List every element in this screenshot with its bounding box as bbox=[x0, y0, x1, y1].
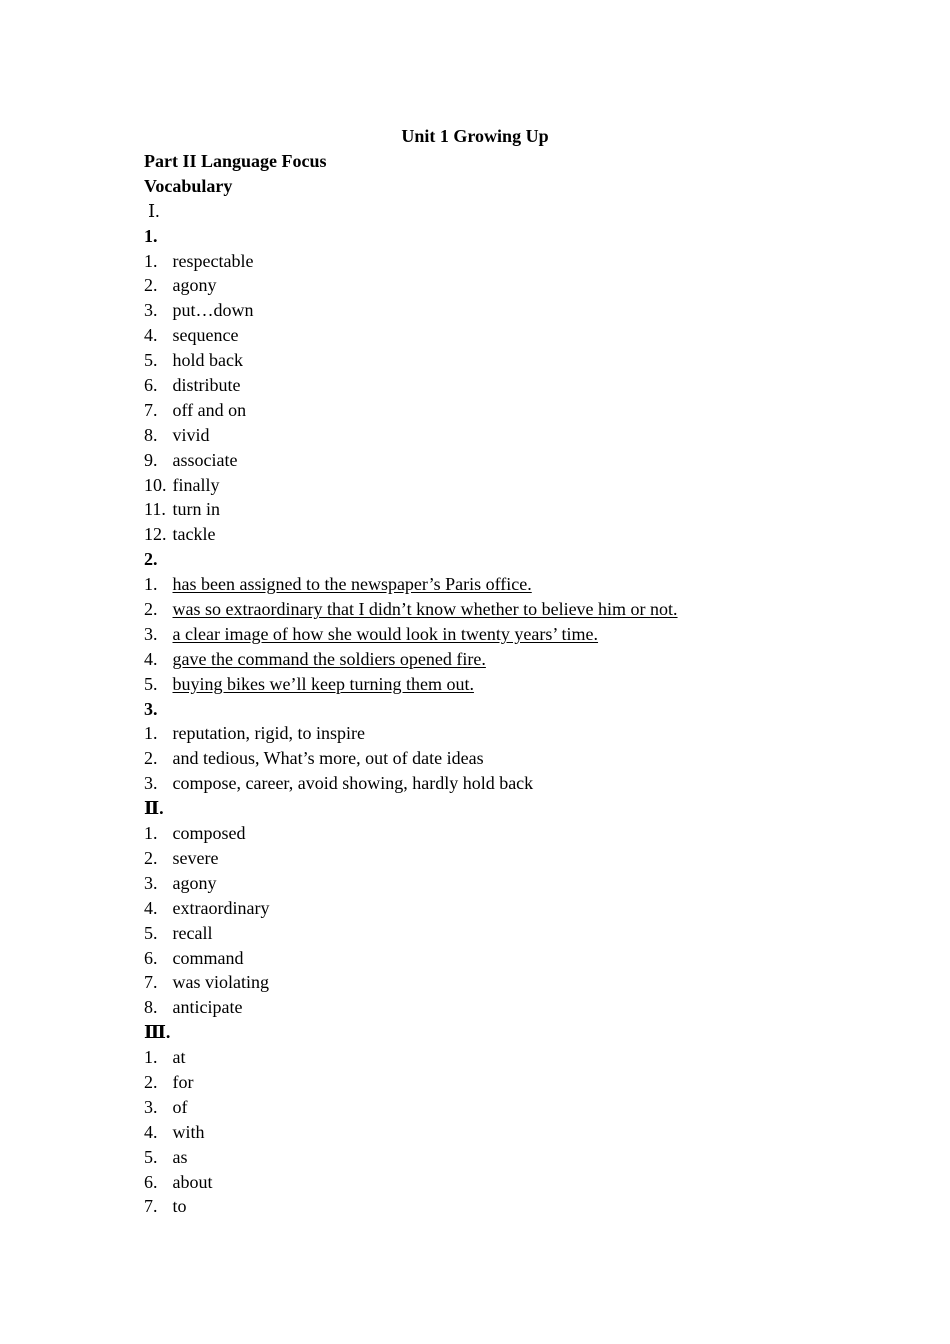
list-item-text: anticipate bbox=[172, 997, 243, 1018]
list-item bbox=[144, 946, 824, 971]
list-item-text: at bbox=[172, 1047, 186, 1068]
list-item bbox=[144, 572, 824, 597]
list-item-number: 7. bbox=[144, 972, 158, 993]
list-item-number: 6. bbox=[144, 947, 158, 968]
list-item-number: 5. bbox=[144, 922, 158, 943]
list-item bbox=[144, 323, 824, 348]
list-item-text: put…down bbox=[172, 300, 254, 321]
list-item-number: 5. bbox=[144, 350, 158, 371]
list-item bbox=[144, 672, 824, 697]
list-item bbox=[144, 622, 824, 647]
list-item-number: 1. bbox=[144, 574, 158, 595]
document-title: Unit 1 Growing Up bbox=[401, 126, 549, 146]
list-item-text: severe bbox=[172, 847, 219, 868]
list-item bbox=[144, 746, 824, 771]
list-item bbox=[144, 1120, 824, 1145]
list-item bbox=[144, 273, 824, 298]
list-item-text: compose, career, avoid showing, hardly hold back bbox=[172, 773, 534, 794]
list-item-text: command bbox=[172, 947, 244, 968]
list-item bbox=[144, 1045, 824, 1070]
group-1-list bbox=[144, 249, 824, 548]
list-item-text: to bbox=[172, 1196, 187, 1217]
list-item-number: 5. bbox=[144, 673, 158, 694]
list-item bbox=[144, 995, 824, 1020]
section-heading: Vocabulary bbox=[144, 175, 233, 196]
list-item-number: 4. bbox=[144, 1121, 158, 1142]
list-item-number: 5. bbox=[144, 1146, 158, 1167]
list-item-text: off and on bbox=[172, 399, 247, 420]
list-item-number: 4. bbox=[144, 897, 158, 918]
list-item bbox=[144, 1095, 824, 1120]
list-item bbox=[144, 473, 824, 498]
list-item-number: 7. bbox=[144, 399, 158, 420]
list-item-text: tackle bbox=[172, 524, 216, 545]
list-item-text: distribute bbox=[172, 375, 241, 396]
list-item-number: 1. bbox=[144, 1047, 158, 1068]
list-item-text: and tedious, What’s more, out of date ideas bbox=[172, 748, 484, 769]
list-item-number: 8. bbox=[144, 424, 158, 445]
list-item-number: 3. bbox=[144, 623, 158, 644]
list-item-text: a clear image of how she would look in twenty years’ time. bbox=[172, 623, 599, 644]
list-item-number: 6. bbox=[144, 1171, 158, 1192]
document-body bbox=[144, 149, 824, 1219]
list-item-text: hold back bbox=[172, 350, 243, 371]
list-item bbox=[144, 647, 824, 672]
list-item bbox=[144, 721, 824, 746]
list-item-text: with bbox=[172, 1121, 205, 1142]
list-item-number: 11. bbox=[144, 499, 166, 520]
list-item-number: 8. bbox=[144, 997, 158, 1018]
list-item bbox=[144, 497, 824, 522]
group-2-heading: 2. bbox=[144, 549, 158, 570]
list-item-number: 1. bbox=[144, 250, 158, 271]
list-item bbox=[144, 448, 824, 473]
group-3-heading: 3. bbox=[144, 698, 158, 719]
list-item bbox=[144, 298, 824, 323]
list-item bbox=[144, 1070, 824, 1095]
list-item-text: vivid bbox=[172, 424, 210, 445]
list-item-number: 9. bbox=[144, 449, 158, 470]
list-item-text: agony bbox=[172, 275, 217, 296]
list-item-number: 6. bbox=[144, 375, 158, 396]
list-item bbox=[144, 398, 824, 423]
list-item bbox=[144, 771, 824, 796]
list-item-number: 10. bbox=[144, 474, 167, 495]
list-item bbox=[144, 1145, 824, 1170]
part-heading: Part II Language Focus bbox=[144, 151, 327, 171]
list-item-number: 2. bbox=[144, 275, 158, 296]
list-item-text: buying bikes we’ll keep turning them out. bbox=[172, 673, 474, 694]
list-item-text: associate bbox=[172, 449, 238, 470]
list-item-text: of bbox=[172, 1096, 188, 1117]
section-3-list bbox=[144, 1045, 824, 1219]
section-2-list bbox=[144, 821, 824, 1020]
list-item-number: 2. bbox=[144, 748, 158, 769]
list-item bbox=[144, 896, 824, 921]
group-1-heading: 1. bbox=[144, 225, 158, 246]
list-item-text: agony bbox=[172, 872, 217, 893]
list-item-text: recall bbox=[172, 922, 213, 943]
list-item-text: for bbox=[172, 1071, 194, 1092]
list-item-text: about bbox=[172, 1171, 213, 1192]
list-item-number: 2. bbox=[144, 599, 158, 620]
list-item bbox=[144, 970, 824, 995]
list-item bbox=[144, 522, 824, 547]
list-item-text: as bbox=[172, 1146, 188, 1167]
list-item-number: 3. bbox=[144, 1096, 158, 1117]
list-item bbox=[144, 821, 824, 846]
list-item-text: composed bbox=[172, 823, 246, 844]
list-item-text: extraordinary bbox=[172, 897, 270, 918]
list-item-text: respectable bbox=[172, 250, 254, 271]
list-item bbox=[144, 423, 824, 448]
list-item-number: 4. bbox=[144, 648, 158, 669]
list-item-text: reputation, rigid, to inspire bbox=[172, 723, 365, 744]
list-item-number: 1. bbox=[144, 723, 158, 744]
list-item-text: was so extraordinary that I didn’t know whether to believe him or not. bbox=[172, 599, 678, 620]
list-item-number: 4. bbox=[144, 325, 158, 346]
group-3-list bbox=[144, 721, 824, 796]
roman-heading-2: Ⅱ. bbox=[144, 798, 164, 819]
list-item-number: 2. bbox=[144, 1071, 158, 1092]
list-item-number: 1. bbox=[144, 823, 158, 844]
list-item-number: 3. bbox=[144, 773, 158, 794]
list-item-number: 3. bbox=[144, 872, 158, 893]
roman-heading-3: Ⅲ. bbox=[144, 1022, 171, 1043]
list-item bbox=[144, 871, 824, 896]
list-item bbox=[144, 1194, 824, 1219]
roman-heading-1: Ⅰ. bbox=[148, 200, 160, 221]
list-item-text: gave the command the soldiers opened fire. bbox=[172, 648, 486, 669]
list-item bbox=[144, 373, 824, 398]
list-item bbox=[144, 846, 824, 871]
list-item-number: 3. bbox=[144, 300, 158, 321]
list-item-number: 2. bbox=[144, 847, 158, 868]
list-item-text: turn in bbox=[172, 499, 220, 520]
list-item-number: 12. bbox=[144, 524, 167, 545]
list-item bbox=[144, 921, 824, 946]
list-item-text: was violating bbox=[172, 972, 269, 993]
list-item-number: 7. bbox=[144, 1196, 158, 1217]
list-item-text: sequence bbox=[172, 325, 239, 346]
list-item bbox=[144, 249, 824, 274]
list-item bbox=[144, 1170, 824, 1195]
list-item bbox=[144, 348, 824, 373]
list-item bbox=[144, 597, 824, 622]
group-2-list bbox=[144, 572, 824, 696]
list-item-text: has been assigned to the newspaper’s Paris office. bbox=[172, 574, 532, 595]
list-item-text: finally bbox=[172, 474, 220, 495]
